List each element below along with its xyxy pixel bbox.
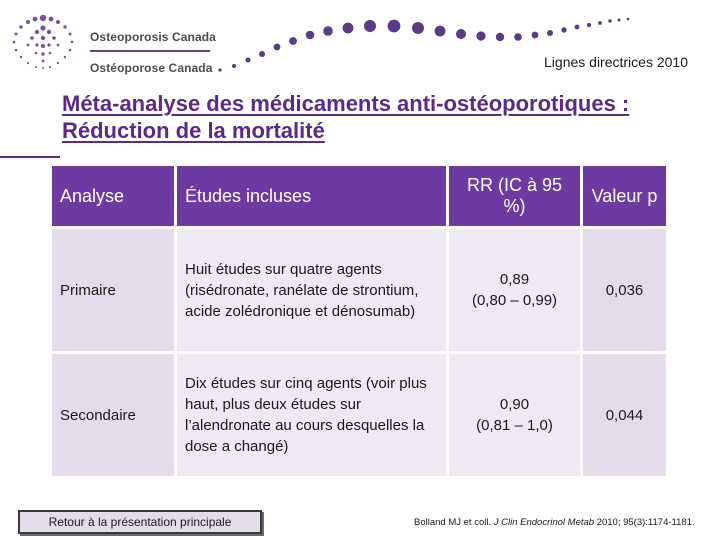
etudes-cell: Huit études sur quatre agents (risédronate, ranélate de strontium, acide zolédronique et dénosumab) xyxy=(174,229,446,351)
citation-authors: Bolland MJ et coll. xyxy=(414,517,492,528)
p-value-cell: 0,036 xyxy=(580,229,666,351)
citation-journal: J Clin Endocrinol Metab xyxy=(493,517,595,528)
rr-cell xyxy=(446,229,580,351)
column-header-p: Valeur p xyxy=(580,166,666,226)
org-name-en: Osteoporosis Canada xyxy=(90,30,216,44)
table-row xyxy=(52,226,666,351)
rr-value: 0,90 xyxy=(499,396,530,413)
column-header-rr: RR (IC à 95 %) xyxy=(446,166,580,226)
table-header-row xyxy=(52,166,666,226)
column-header-etudes: Études incluses xyxy=(174,166,446,226)
title-rule xyxy=(0,156,60,158)
page-title: Méta-analyse des médicaments anti-ostéoporotiques : Réduction de la mortalité xyxy=(62,91,630,143)
ci-value: (0,80 – 0,99) xyxy=(471,292,558,309)
analyse-cell: Secondaire xyxy=(52,354,174,476)
etudes-cell: Dix études sur cinq agents (voir plus haut, plus deux études sur l’alendronate au cours desquelles la dose a changé) xyxy=(174,354,446,476)
citation-ref: 2010; 95(3):1174-1181. xyxy=(596,517,695,528)
rr-value: 0,89 xyxy=(499,271,530,288)
p-value-cell: 0,044 xyxy=(580,354,666,476)
ci-value: (0,81 – 1,0) xyxy=(476,417,553,434)
guidelines-subtitle: Lignes directrices 2010 xyxy=(544,54,688,70)
osteoporosis-canada-logo-icon xyxy=(8,12,78,74)
column-header-analyse: Analyse xyxy=(52,166,174,226)
org-name-fr: Ostéoporose Canada xyxy=(90,61,213,75)
analyse-cell: Primaire xyxy=(52,229,174,351)
org-name-divider xyxy=(90,50,210,52)
citation xyxy=(414,517,695,528)
table-row xyxy=(52,351,666,476)
results-table xyxy=(52,166,666,476)
back-to-main-presentation-button[interactable]: Retour à la présentation principale xyxy=(18,510,262,534)
rr-cell xyxy=(446,354,580,476)
